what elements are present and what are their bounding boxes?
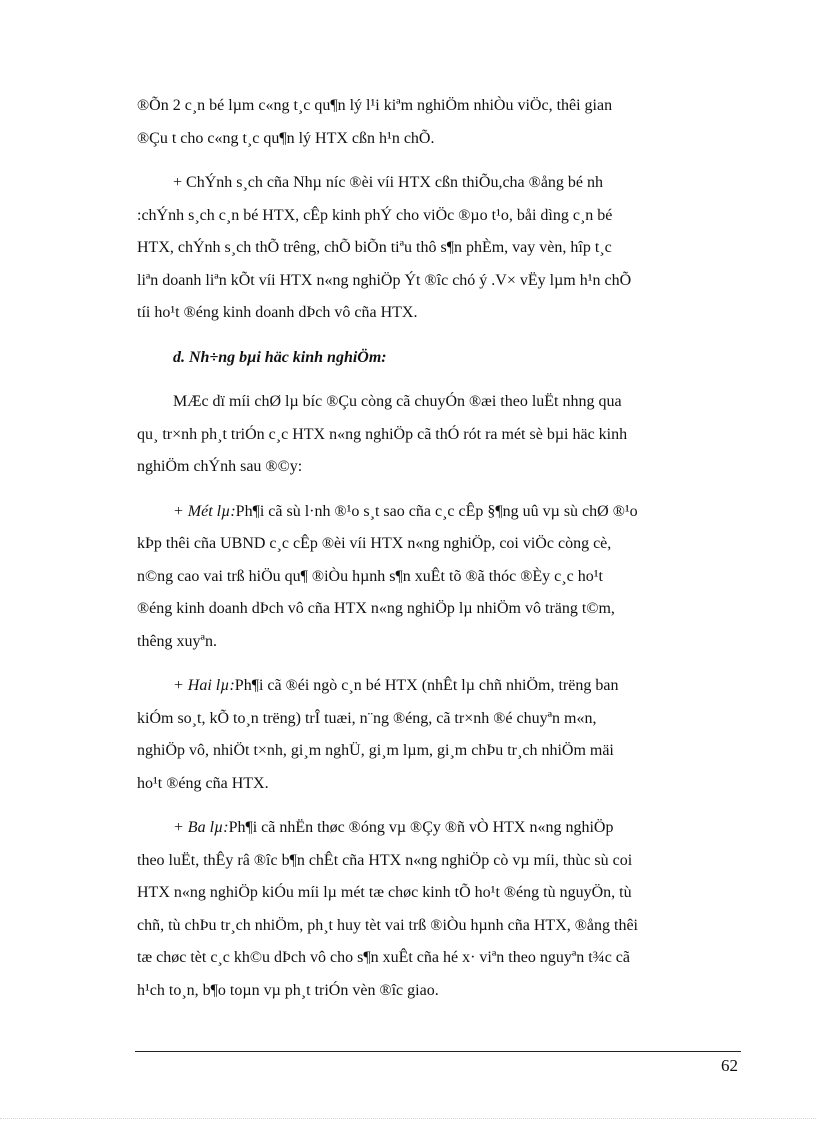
text-line: kÞp thêi cña UBND c¸c cÊp ®èi víi HTX n«ng nghiÖp, coi viÖc còng cè,	[137, 535, 612, 552]
text-line: HTX, chÝnh s¸ch thÕ trêng, chÕ biÕn tiªu thô s¶n phÈm, vay vèn, hîp t¸c	[137, 239, 612, 256]
text-line: + ChÝnh s¸ch cña Nhµ níc ®èi víi HTX cßn thiÕu,cha ®ång bé nh	[173, 174, 604, 191]
footer-rule	[135, 1051, 741, 1052]
text-line: h¹ch to¸n, b¶o toµn vµ ph¸t triÓn vèn ®îc giao.	[137, 981, 439, 999]
lesson-text: Ph¶i cã ®éi ngò c¸n bé HTX (nhÊt lµ chñ nhiÖm, trëng ban	[234, 677, 619, 694]
text-line: tíi ho¹t ®éng kinh doanh dÞch vô cña HTX.	[137, 304, 418, 321]
lesson-lead: + Hai lµ:	[173, 677, 235, 694]
paragraph-lesson-two	[137, 670, 741, 800]
text-line	[137, 812, 741, 845]
page-edge-dotted-line	[0, 1118, 816, 1119]
text-line: HTX n«ng nghiÖp kiÓu míi lµ mét tæ chøc kinh tÕ ho¹t ®éng tù nguyÖn, tù	[137, 884, 632, 901]
text-line: tæ chøc tèt c¸c kh©u dÞch vô cho s¶n xuÊt cña hé x· viªn theo nguyªn t¾c cã	[137, 949, 630, 966]
text-line: :chÝnh s¸ch c¸n bé HTX, cÊp kinh phÝ cho viÖc ®µo t¹o, båi dìng c¸n bé	[137, 206, 613, 224]
text-line: ho¹t ®éng cña HTX.	[137, 774, 269, 792]
lesson-text: Ph¶i cã nhËn thøc ®óng vµ ®Çy ®ñ vÒ HTX n«ng nghiÖp	[228, 819, 614, 836]
text-line	[137, 496, 741, 529]
text-line: nghiÖm chÝnh sau ®©y:	[137, 458, 303, 475]
lesson-text: Ph¶i cã sù l·nh ®¹o s¸t sao cña c¸c cÊp §¶ng uû vµ sù chØ ®¹o	[235, 502, 638, 520]
page-number: 62	[721, 1056, 738, 1075]
text-line: ®Çu t cho c«ng t¸c qu¶n lý HTX cßn h¹n chÕ.	[137, 129, 435, 147]
text-line: kiÓm so¸t, kÕ to¸n trëng) trÎ tuæi, n¨ng ®éng, cã tr×nh ®é chuyªn m«n,	[137, 709, 597, 727]
paragraph-lesson-one	[137, 496, 741, 659]
paragraph-policy	[137, 167, 741, 330]
text-line: ®éng kinh doanh dÞch vô cña HTX n«ng nghiÖp lµ nhiÖm vô träng t©m,	[137, 600, 615, 617]
text-line: thêng xuyªn.	[137, 632, 217, 650]
text-line: n©ng cao vai trß hiÖu qu¶ ®iÒu hµnh s¶n xuÊt tõ ®ã thóc ®Èy c¸c ho¹t	[137, 567, 603, 585]
text-line: ®Õn 2 c¸n bé lµm c«ng t¸c qu¶n lý l¹i kiªm nghiÖm nhiÒu viÖc, thêi gian	[137, 97, 613, 114]
lesson-lead: + Mét lµ:	[173, 502, 236, 520]
lesson-lead: + Ba lµ:	[173, 819, 229, 836]
paragraph-continuation	[137, 90, 741, 155]
text-line: liªn doanh liªn kÕt víi HTX n«ng nghiÖp Ýt ®îc chó ý .V× vËy lµm h¹n chÕ	[137, 271, 632, 289]
section-heading: d. Nh÷ng bµi häc kinh nghiÖm:	[173, 348, 387, 366]
text-line: qu¸ tr×nh ph¸t triÓn c¸c HTX n«ng nghiÖp cã thÓ rót ra mét sè bµi häc kinh	[137, 425, 628, 443]
text-line: nghiÖp vô, nhiÖt t×nh, gi¸m nghÜ, gi¸m lµm, gi¸m chÞu tr¸ch nhiÖm mäi	[137, 742, 614, 759]
text-line: theo luËt, thÊy râ ®îc b¶n chÊt cña HTX n«ng nghiÖp cò vµ míi, thùc sù coi	[137, 851, 633, 869]
paragraph-intro	[137, 386, 741, 484]
paragraph-lesson-three	[137, 812, 741, 1007]
text-line: chñ, tù chÞu tr¸ch nhiÖm, ph¸t huy tèt vai trß ®iÒu hµnh cña HTX, ®ång thêi	[137, 916, 638, 934]
text-line	[137, 670, 741, 703]
body-text	[137, 90, 741, 1019]
text-line: MÆc dï míi chØ lµ bíc ®Çu còng cã chuyÓn ®æi theo luËt nhng qua	[173, 393, 622, 410]
